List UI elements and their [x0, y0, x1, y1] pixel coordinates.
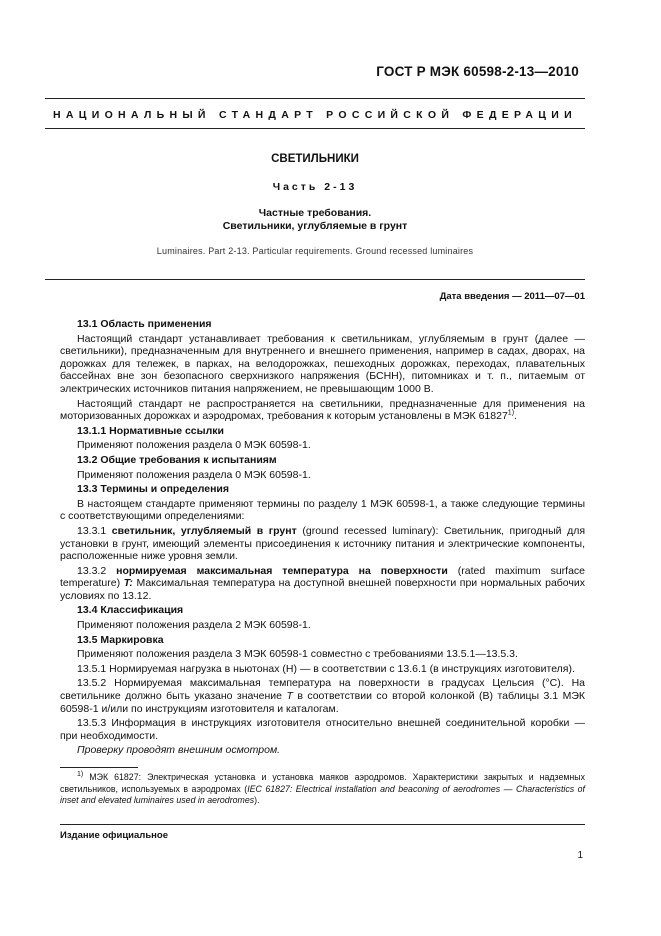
top-rule [45, 98, 585, 99]
section-heading: 13.1 Область применения [77, 318, 212, 330]
paragraph-end: . [514, 410, 517, 423]
document-body [60, 318, 585, 759]
term-name: нормируемая максимальная температура на поверхности [116, 564, 448, 577]
paragraph: Применяют положения раздела 2 МЭК 60598-1. [77, 619, 311, 632]
section-heading: 13.3 Термины и определения [77, 483, 229, 496]
term-number: 13.3.2 [77, 564, 107, 577]
doc-subtitle-line1: Частные требования. [258, 207, 372, 219]
term-name: светильник, углубляемый в грунт [111, 524, 297, 537]
paragraph: Применяют положения раздела 3 МЭК 60598-1 совместно с требованиями 13.5.1—13.5.3. [77, 648, 518, 661]
national-standard-banner: НАЦИОНАЛЬНЫЙ СТАНДАРТ РОССИЙСКОЙ ФЕДЕРАЦИИ [53, 109, 577, 121]
check-note: Проверку проводят внешним осмотром. [77, 744, 281, 757]
paragraph: 13.5.3 Информация в инструкциях изготовителя относительно внешней соединительной коробки — при необходимости. [60, 717, 585, 742]
term-text: Максимальная температура на доступной внешней поверхности при нормальных рабочих условиях по 13.12. [60, 577, 585, 602]
title-rule [45, 279, 585, 280]
doc-title-english: Luminaires. Part 2-13. Particular requirements. Ground recessed luminaires [156, 246, 474, 256]
symbol-t: T [286, 690, 293, 703]
paragraph: Настоящий стандарт устанавливает требования к светильникам, углубляемым в грунт (далее — светильники), предназначенным для внутреннего и внешнего применения, например в садах, дворах, на дорожках для тележек, в парках, на велодорожках, пешеходных дорожках, переходах, плавательных бассейнах вне зон безопасного сверхнизкого напряжения (БСНН), питомниках и т. п., питаемым от электрических источников питания напряжением, не превышающим 1000 В. [60, 332, 585, 395]
footnote-mark: 1) [77, 771, 84, 779]
term-definition [60, 565, 585, 603]
footnote-text-a: МЭК 61827: Электрическая установка и установка маяков аэродромов. Характеристики закрытых и надземных светильников, используемых в аэродромах ( [60, 772, 586, 794]
section-heading: 13.2 Общие требования к испытаниям [77, 453, 277, 466]
term-definition [60, 525, 585, 563]
doc-part: Часть 2-13 [272, 181, 358, 193]
doc-title: СВЕТИЛЬНИКИ [271, 153, 359, 165]
page-number: 1 [577, 850, 583, 861]
footnote-text-english: IEC 61827: Electrical installation and beaconing of aerodromes — Characteristics of inset and elevated luminaires used in aerodromes [60, 783, 585, 806]
paragraph-text: в соответствии со второй колонкой (В) таблицы 3.1 МЭК 60598-1 и/или по инструкциям изготовителя и каталогам. [60, 690, 585, 715]
term-number: 13.3.1 [77, 524, 107, 537]
paragraph-text: Настоящий стандарт не распространяется на светильники, предназначенные для применения на моторизованных дорожках и аэродромах, требования к которым установлены в МЭК 61827 [60, 397, 585, 423]
term-symbol: T: [123, 577, 133, 590]
paragraph: В настоящем стандарте применяют термины по разделу 1 МЭК 60598-1, а также следующие термины с соответствующими определениями: [60, 497, 585, 523]
footnote-text [60, 772, 585, 807]
doc-subtitle-line2: Светильники, углубляемые в грунт [222, 220, 408, 232]
section-heading: 13.1.1 Нормативные ссылки [77, 424, 224, 437]
section-heading: 13.4 Классификация [77, 604, 184, 617]
paragraph: Применяют положения раздела 0 МЭК 60598-1. [77, 439, 311, 452]
term-text: (ground recessed luminary): Светильник, пригодный для установки в грунт, имеющий элементы присоединения к источнику питания и электрические компоненты, расположенные ниже уровня земли. [60, 524, 586, 563]
footnote-ref: 1) [507, 409, 515, 417]
section-heading: 13.5 Маркировка [77, 633, 164, 646]
term-text: (rated maximum surface temperature) [60, 564, 586, 590]
footnote-rule [60, 767, 138, 768]
edition-rule [60, 824, 585, 825]
paragraph [60, 398, 585, 423]
paragraph: 13.5.1 Нормируемая нагрузка в ньютонах (Н) — в соответствии с 13.6.1 (в инструкциях изготовителя). [77, 662, 575, 675]
paragraph: Применяют положения раздела 0 МЭК 60598-1. [77, 468, 311, 481]
edition-label: Издание официальное [60, 830, 168, 841]
footnote-text-b: ). [254, 795, 260, 806]
doc-subtitle [45, 207, 585, 233]
date-of-introduction: Дата введения — 2011—07—01 [439, 291, 585, 302]
footnote [60, 772, 585, 807]
paragraph [60, 677, 585, 715]
standard-id: ГОСТ Р МЭК 60598-2-13—2010 [376, 64, 579, 79]
paragraph-text: 13.5.2 Нормируемая максимальная температура на поверхности в градусах Цельсия (°С). На светильнике должно быть указано значение [60, 677, 585, 703]
banner-rule [45, 128, 585, 129]
